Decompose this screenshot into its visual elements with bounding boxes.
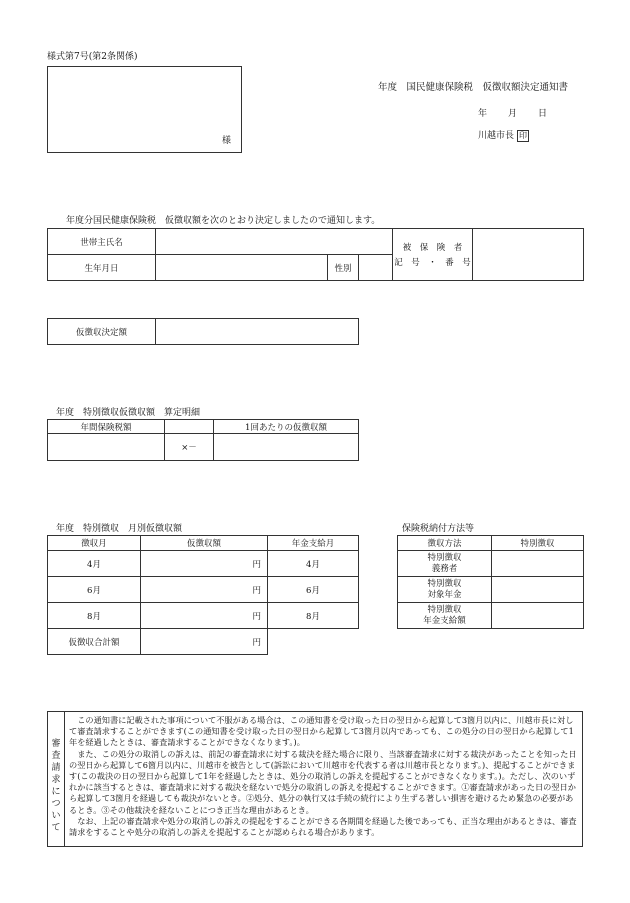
total-blank (268, 629, 359, 655)
per-time-label: 1回あたりの仮徴収額 (214, 420, 359, 434)
decision-label: 仮徴収決定額 (48, 319, 156, 345)
table-row (48, 551, 359, 577)
calc-heading: 年度 特別徴収仮徴収額 算定明細 (56, 408, 201, 418)
sex-value (359, 255, 393, 281)
review-paragraph-2: また、この処分の取消しの訴えは、前記の審査請求に対する裁決を経た場合に限り、当該審査請求に対する裁決があったことを知った日の翌日から起算して6箇月以内に、川越市を被告として(訴訟において川越市を代表する者は川越市長となります。)、提起することができます(この裁決の日の翌日から起算して1年を経過したときは、処分の取消しの訴えを提起することができなくなります。)。ただし、次のいずれかに該当するときは、審査請求に対する裁決を経ないで処分の取消しの訴えを提起することができます。①審査請求があった日の翌日から起算して3箇月を経過しても裁決がないとき。②処分、処分の執行又は手続の続行により生ずる著しい損害を避けるため緊急の必要があるとき。③その他裁決を経ないことにつき正当な理由があるとき。 (69, 748, 577, 815)
table-row (48, 603, 359, 629)
special-value-cell (492, 603, 584, 629)
review-side-char: つ (51, 799, 61, 809)
calc-operator: ×－ (165, 434, 214, 461)
address-box (47, 66, 242, 153)
method-cell: 特別徴収 年金支給額 (398, 603, 492, 629)
annual-tax-label: 年間保険税額 (48, 420, 165, 434)
householder-label: 世帯主氏名 (48, 229, 156, 255)
amount-col-header: 仮徴収額 (141, 536, 268, 551)
amount-cell: 円 (141, 551, 268, 577)
calc-table (47, 419, 359, 461)
total-row (48, 629, 359, 655)
review-side-char: 査 (51, 751, 61, 761)
review-side-char: い (51, 811, 61, 821)
document-title: 年度 国民健康保険税 仮徴収額決定通知書 (378, 82, 569, 93)
month-cell: 4月 (48, 551, 141, 577)
sex-label: 性別 (328, 255, 359, 281)
insured-number-value (473, 229, 584, 281)
amount-cell: 円 (141, 603, 268, 629)
form-id: 様式第7号(第2条関係) (47, 52, 138, 62)
per-time-value (214, 434, 359, 461)
special-value-cell (492, 577, 584, 603)
insured-info-table (47, 228, 584, 281)
review-side-char: 審 (51, 739, 61, 749)
review-side-char: 求 (51, 775, 61, 785)
seal-mark: 印 (519, 131, 528, 140)
calc-blank-header (165, 420, 214, 434)
decision-value (156, 319, 359, 345)
payment-heading: 保険税納付方法等 (402, 524, 475, 534)
insured-number-label: 被 保 険 者 記 号 ・ 番 号 (393, 229, 473, 281)
review-side-char: 請 (51, 763, 61, 773)
total-amount-cell: 円 (141, 629, 268, 655)
review-text (69, 715, 581, 838)
householder-value (156, 229, 393, 255)
method-cell: 特別徴収 対象年金 (398, 577, 492, 603)
payment-table (397, 535, 584, 629)
review-paragraph-3: なお、上記の審査請求や処分の取消しの訴えの提起をすることができる各期間を経過した後であっても、正当な理由があるときは、審査請求をすることや処分の取消しの訴えを提起することが認められる場合があります。 (69, 815, 577, 838)
pension-month-cell: 6月 (268, 577, 359, 603)
month-cell: 8月 (48, 603, 141, 629)
birthdate-value (156, 255, 328, 281)
review-side-char: て (51, 823, 61, 833)
pension-col-header: 年金支給月 (268, 536, 359, 551)
birthdate-label: 生年月日 (48, 255, 156, 281)
review-side-char: に (51, 787, 61, 797)
method-cell: 特別徴収 義務者 (398, 551, 492, 577)
intro-text: 年度分国民健康保険税 仮徴収額を次のとおり決定しましたので通知します。 (66, 216, 381, 226)
total-label: 仮徴収合計額 (48, 629, 141, 655)
amount-cell: 円 (141, 577, 268, 603)
table-row (48, 577, 359, 603)
monthly-table (47, 535, 359, 655)
review-paragraph-1: この通知書に記載された事項について不服がある場合は、この通知書を受け取った日の翌日から起算して3箇月以内に、川越市長に対して審査請求することができます(この通知書を受け取った日の翌日から起算して3箇月以内であっても、この処分の日の翌日から起算して1年を経過したときは、審査請求することができなくなります。)。 (69, 715, 574, 748)
review-side-label (48, 712, 65, 846)
table-row (398, 603, 584, 629)
method-col-header: 徴収方法 (398, 536, 492, 551)
table-row (398, 577, 584, 603)
review-notice-box (47, 711, 583, 847)
issuer-name: 川越市長 (478, 131, 515, 141)
month-col-header: 徴収月 (48, 536, 141, 551)
special-value-cell (492, 551, 584, 577)
honorific-sama: 様 (221, 136, 231, 146)
special-col-header: 特別徴収 (492, 536, 584, 551)
pension-month-cell: 4月 (268, 551, 359, 577)
month-cell: 6月 (48, 577, 141, 603)
issue-date: 年 月 日 (478, 109, 549, 119)
annual-tax-value (48, 434, 165, 461)
issuer (478, 128, 529, 142)
pension-month-cell: 8月 (268, 603, 359, 629)
decision-table (47, 318, 359, 345)
monthly-heading: 年度 特別徴収 月別仮徴収額 (56, 524, 183, 534)
table-row (398, 551, 584, 577)
